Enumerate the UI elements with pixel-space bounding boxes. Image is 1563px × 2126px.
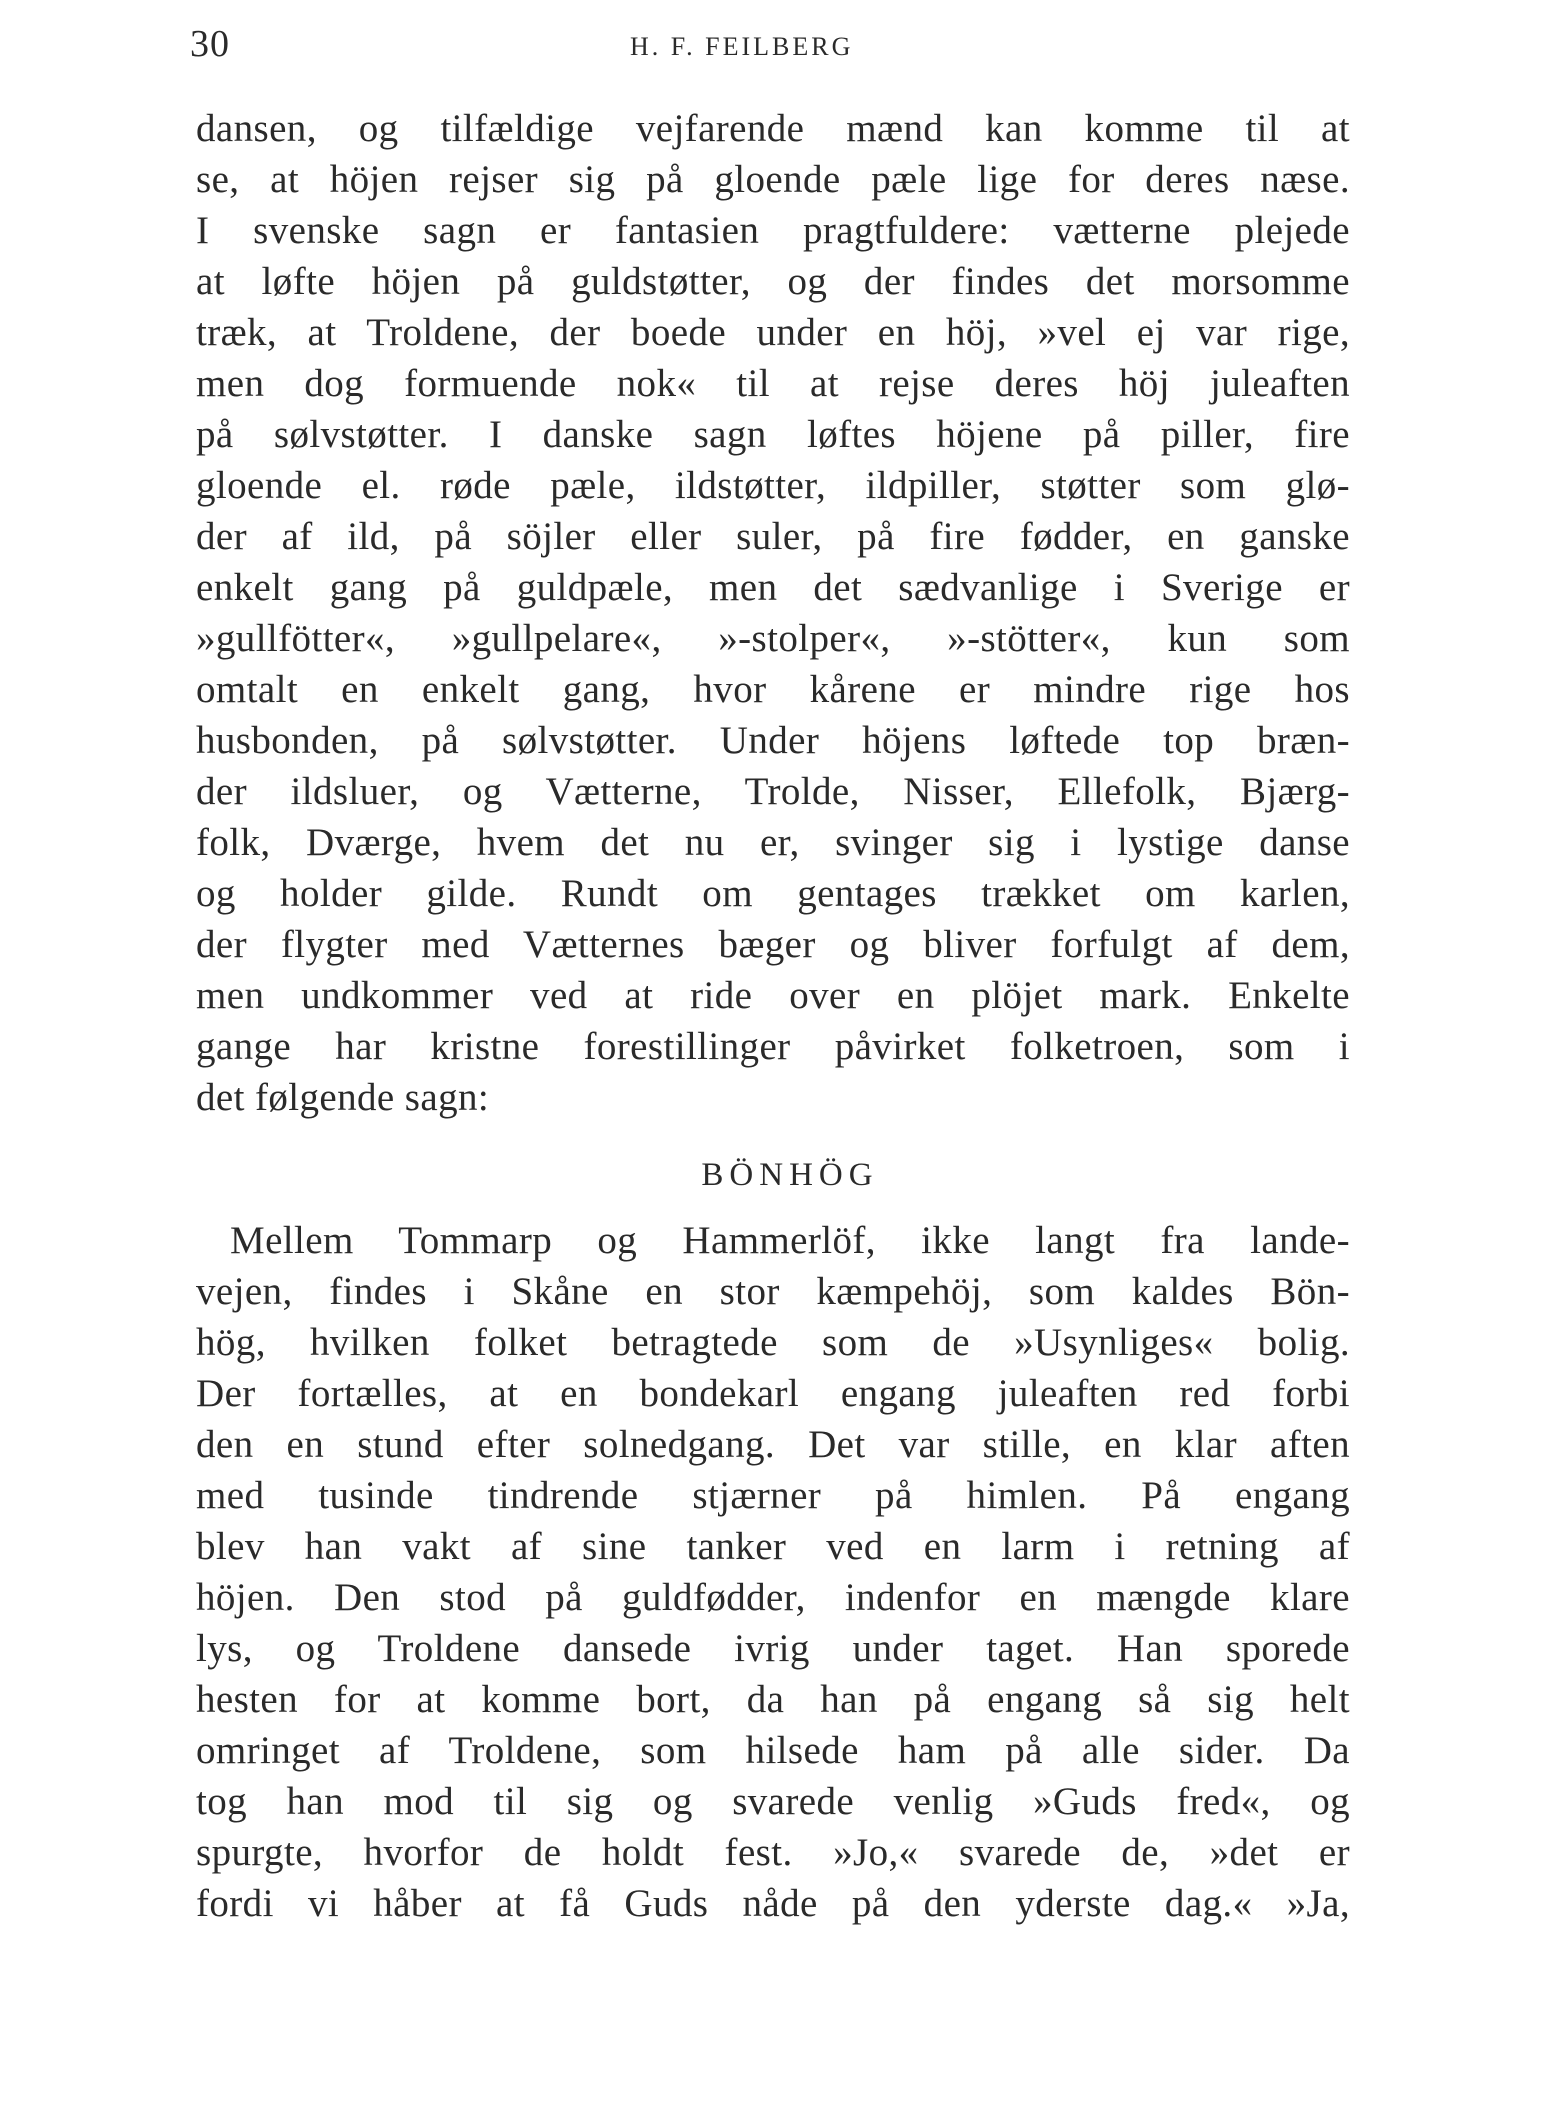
text-line: træk, at Troldene, der boede under en höj, »vel ej var rige, — [196, 311, 1350, 354]
text-line: I svenske sagn er fantasien pragtfuldere: vætterne plejede — [196, 209, 1350, 252]
text-line: vejen, findes i Skåne en stor kæmpehöj, som kaldes Bön- — [196, 1270, 1350, 1313]
text-line: der ildsluer, og Vætterne, Trolde, Nisser, Ellefolk, Bjærg- — [196, 770, 1350, 813]
text-line: Mellem Tommarp og Hammerlöf, ikke langt fra lande- — [230, 1219, 1350, 1262]
text-line: husbonden, på sølvstøtter. Under höjens løftede top bræn- — [196, 719, 1350, 762]
text-line: der flygter med Vætternes bæger og bliver forfulgt af dem, — [196, 923, 1350, 966]
text-line: der af ild, på söjler eller suler, på fire fødder, en ganske — [196, 515, 1350, 558]
text-line: på sølvstøtter. I danske sagn løftes höjene på piller, fire — [196, 413, 1350, 456]
text-line: og holder gilde. Rundt om gentages trækket om karlen, — [196, 872, 1350, 915]
text-line: med tusinde tindrende stjærner på himlen. På engang — [196, 1474, 1350, 1517]
text-line: omringet af Troldene, som hilsede ham på alle sider. Da — [196, 1729, 1350, 1772]
body-text — [196, 103, 1350, 1929]
text-line: dansen, og tilfældige vejfarende mænd kan komme til at — [196, 107, 1350, 150]
text-line: den en stund efter solnedgang. Det var stille, en klar aften — [196, 1423, 1350, 1466]
running-head-author: H. F. FEILBERG — [630, 32, 854, 61]
text-line: tog han mod til sig og svarede venlig »Guds fred«, og — [196, 1780, 1350, 1823]
running-head — [190, 22, 1350, 72]
text-line: gloende el. røde pæle, ildstøtter, ildpiller, støtter som glø- — [196, 464, 1350, 507]
text-line: hög, hvilken folket betragtede som de »Usynliges« bolig. — [196, 1321, 1350, 1364]
section-heading: BÖNHÖG — [701, 1157, 879, 1193]
text-line: blev han vakt af sine tanker ved en larm i retning af — [196, 1525, 1350, 1568]
text-line: fordi vi håber at få Guds nåde på den yderste dag.« »Ja, — [196, 1882, 1350, 1925]
text-line: lys, og Troldene dansede ivrig under taget. Han sporede — [196, 1627, 1350, 1670]
text-line: det følgende sagn: — [196, 1076, 490, 1119]
text-line: gange har kristne forestillinger påvirket folketroen, som i — [196, 1025, 1350, 1068]
text-line: omtalt en enkelt gang, hvor kårene er mindre rige hos — [196, 668, 1350, 711]
text-line: Der fortælles, at en bondekarl engang juleaften red forbi — [196, 1372, 1350, 1415]
text-line: folk, Dværge, hvem det nu er, svinger sig i lystige danse — [196, 821, 1350, 864]
text-line: se, at höjen rejser sig på gloende pæle lige for deres næse. — [196, 158, 1350, 201]
text-line: men undkommer ved at ride over en plöjet mark. Enkelte — [196, 974, 1350, 1017]
text-line: »gullfötter«, »gullpelare«, »-stolper«, »-stötter«, kun som — [196, 617, 1350, 660]
paragraph — [196, 1215, 1350, 1929]
text-line: enkelt gang på guldpæle, men det sædvanlige i Sverige er — [196, 566, 1350, 609]
text-line: hesten for at komme bort, da han på engang så sig helt — [196, 1678, 1350, 1721]
text-line: men dog formuende nok« til at rejse deres höj juleaften — [196, 362, 1350, 405]
text-line: spurgte, hvorfor de holdt fest. »Jo,« svarede de, »det er — [196, 1831, 1350, 1874]
text-line: at løfte höjen på guldstøtter, og der findes det morsomme — [196, 260, 1350, 303]
page-number: 30 — [190, 23, 230, 65]
paragraph — [196, 103, 1350, 1123]
text-line: höjen. Den stod på guldfødder, indenfor en mængde klare — [196, 1576, 1350, 1619]
